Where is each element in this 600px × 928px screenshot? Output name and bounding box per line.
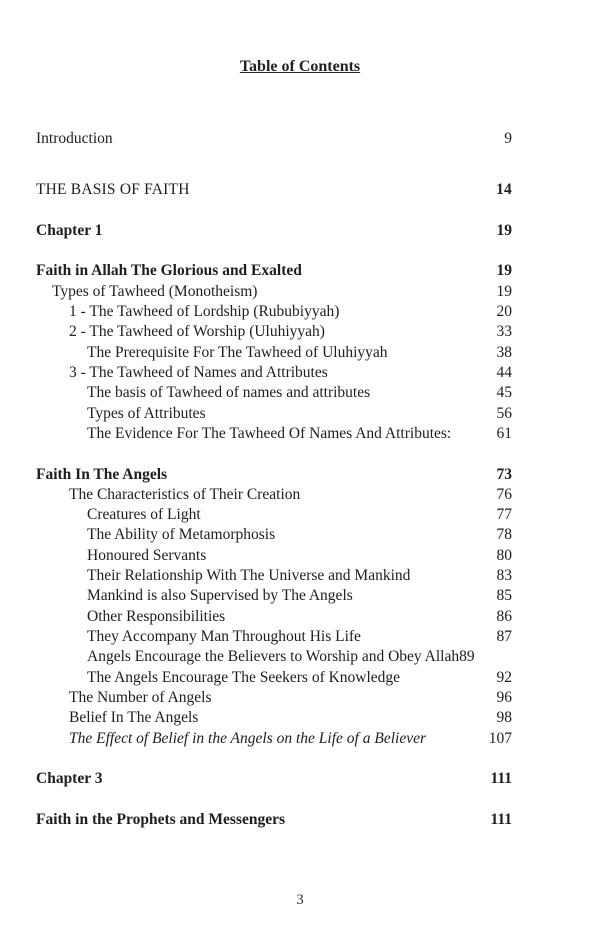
entry-label: Angels Encourage the Believers to Worship and Obey Allah xyxy=(87,648,460,665)
entry-label: Honoured Servants xyxy=(87,547,207,564)
entry-label: The basis of Tawheed of names and attributes xyxy=(87,384,371,401)
toc-entry xyxy=(87,525,512,545)
toc-entry xyxy=(52,282,512,302)
entry-page: 111 xyxy=(490,811,512,828)
entry-label: Faith In The Angels xyxy=(36,466,168,483)
entry-page: 83 xyxy=(496,567,512,584)
entry-label: The Ability of Metamorphosis xyxy=(87,526,276,543)
toc-entry xyxy=(69,322,512,342)
entry-label: Introduction xyxy=(36,130,113,147)
entry-page: 80 xyxy=(496,547,512,564)
entry-page: 96 xyxy=(496,689,512,706)
entry-label: 3 - The Tawheed of Names and Attributes xyxy=(69,364,328,381)
entry-label: Faith in Allah The Glorious and Exalted xyxy=(36,262,302,279)
entry-page: 20 xyxy=(496,303,512,320)
entry-label: Chapter 1 xyxy=(36,222,103,239)
toc-entry xyxy=(87,424,512,444)
entry-page: 73 xyxy=(496,466,512,483)
entry-page: 107 xyxy=(488,730,512,747)
toc-entry xyxy=(87,566,512,586)
toc-entry-introduction xyxy=(36,129,512,149)
toc-entry xyxy=(87,505,512,525)
toc-entry-chapter-1 xyxy=(36,221,512,241)
entry-label: Their Relationship With The Universe and Mankind xyxy=(87,567,411,584)
entry-page: 19 xyxy=(496,283,512,300)
toc-entry-faith-in-angels xyxy=(36,465,512,485)
entry-label: They Accompany Man Throughout His Life xyxy=(87,628,361,645)
entry-label: The Evidence For The Tawheed Of Names And Attributes: xyxy=(87,425,452,442)
entry-page: 33 xyxy=(496,323,512,340)
toc-entry xyxy=(69,302,512,322)
entry-page: 85 xyxy=(496,587,512,604)
entry-page: 92 xyxy=(496,669,512,686)
entry-label: Mankind is also Supervised by The Angels xyxy=(87,587,353,604)
entry-label: Creatures of Light xyxy=(87,506,201,523)
entry-page: 77 xyxy=(496,506,512,523)
entry-page: 78 xyxy=(496,526,512,543)
entry-page: 45 xyxy=(496,384,512,401)
page-number: 3 xyxy=(296,892,304,908)
entry-label: Chapter 3 xyxy=(36,770,103,787)
toc-entry xyxy=(87,647,512,667)
entry-page: 86 xyxy=(496,608,512,625)
entry-label: 2 - The Tawheed of Worship (Uluhiyyah) xyxy=(69,323,325,340)
toc-entry-faith-in-prophets xyxy=(36,810,512,830)
entry-label: Other Responsibilities xyxy=(87,608,226,625)
toc-entry xyxy=(87,627,512,647)
entry-page: 61 xyxy=(496,425,512,442)
toc-entry xyxy=(87,404,512,424)
page-title: Table of Contents xyxy=(239,58,361,75)
entry-label: The Characteristics of Their Creation xyxy=(69,486,301,503)
toc-entry xyxy=(87,607,512,627)
entry-label: Belief In The Angels xyxy=(69,709,199,726)
toc-entry xyxy=(69,485,512,505)
entry-page: 56 xyxy=(496,405,512,422)
entry-page: 14 xyxy=(496,181,512,198)
entry-page: 19 xyxy=(496,222,512,239)
entry-page: 44 xyxy=(496,364,512,381)
toc-entry-faith-in-allah xyxy=(36,261,512,281)
entry-page: 19 xyxy=(496,262,512,279)
entry-page: 111 xyxy=(490,770,512,787)
toc-entry xyxy=(87,668,512,688)
entry-page: 98 xyxy=(496,709,512,726)
entry-label: The Number of Angels xyxy=(69,689,212,706)
toc-entry xyxy=(69,729,512,749)
toc-entry xyxy=(69,708,512,728)
entry-label: THE BASIS OF FAITH xyxy=(36,181,190,198)
entry-label: The Effect of Belief in the Angels on the Life of a Believer xyxy=(69,730,426,747)
toc-entry xyxy=(87,546,512,566)
entry-page: 9 xyxy=(504,130,512,147)
toc-entry xyxy=(87,383,512,403)
toc-entry xyxy=(87,343,512,363)
entry-page: 87 xyxy=(496,628,512,645)
toc-entry xyxy=(69,363,512,383)
toc-entry-chapter-3 xyxy=(36,769,512,789)
toc-entry-basis-of-faith xyxy=(36,180,512,200)
entry-label: The Angels Encourage The Seekers of Knowledge xyxy=(87,669,401,686)
entry-label: Types of Attributes xyxy=(87,405,206,422)
entry-label: The Prerequisite For The Tawheed of Uluhiyyah xyxy=(87,344,388,361)
entry-label: Faith in the Prophets and Messengers xyxy=(36,811,286,828)
toc-entry xyxy=(69,688,512,708)
entry-page: 38 xyxy=(496,344,512,361)
toc-entry xyxy=(87,586,512,606)
entry-page: 76 xyxy=(496,486,512,503)
entry-label: 1 - The Tawheed of Lordship (Rububiyyah) xyxy=(69,303,340,320)
entry-page: 89 xyxy=(459,648,475,665)
entry-label: Types of Tawheed (Monotheism) xyxy=(52,283,258,300)
